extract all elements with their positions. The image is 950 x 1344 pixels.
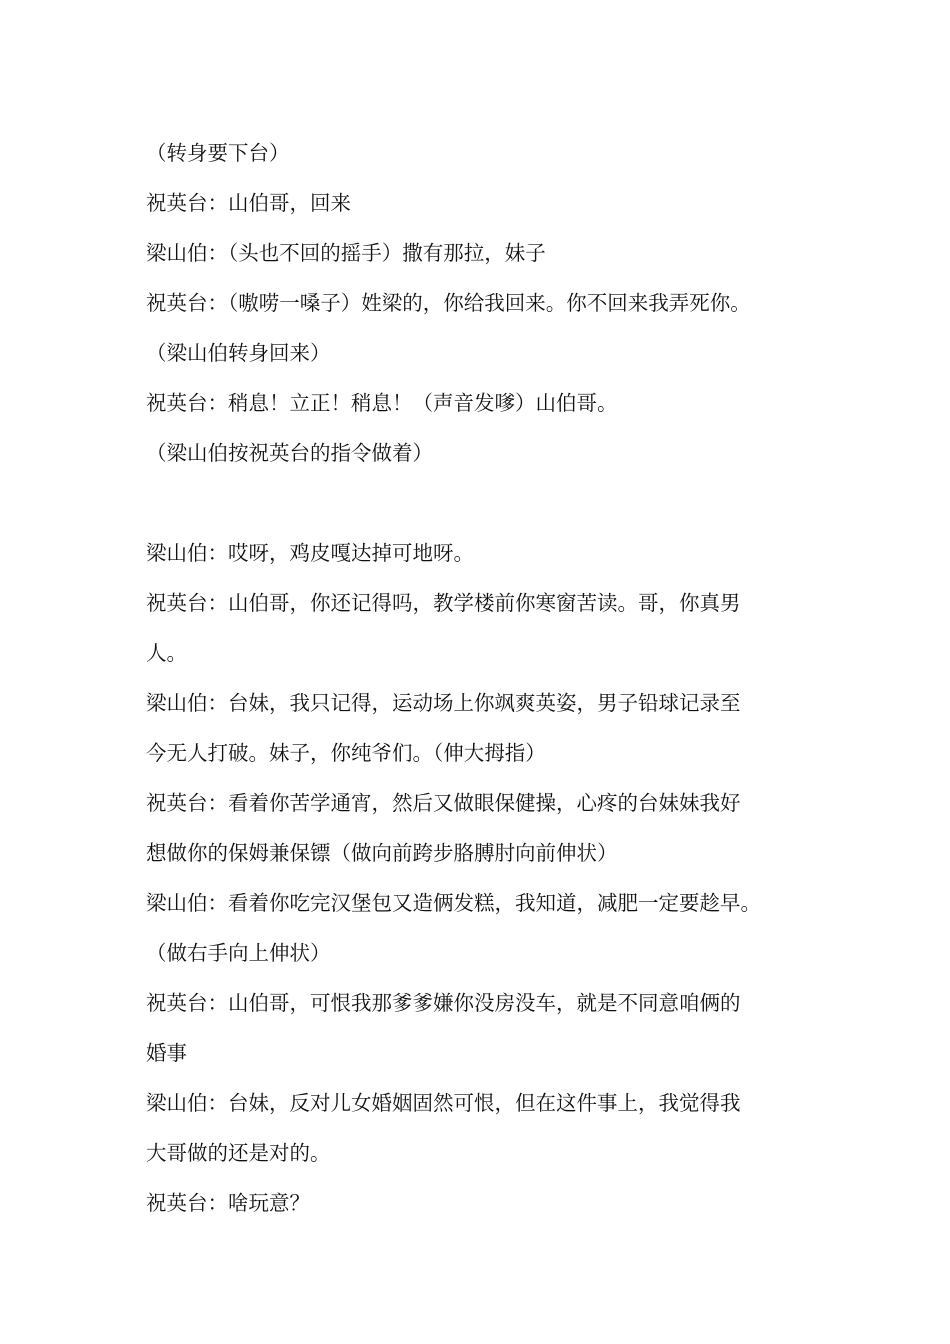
- script-body: [146, 128, 826, 1228]
- blank-line: [146, 478, 826, 528]
- stage-direction: （做右手向上伸状）: [146, 941, 331, 965]
- dialogue-line-continued: 今无人打破。妹子，你纯爷们。（伸大拇指）: [146, 741, 546, 765]
- dialogue-line: 梁山伯：台妹，反对儿女婚姻固然可恨，但在这件事上，我觉得我: [146, 1091, 741, 1115]
- stage-direction: （梁山伯转身回来）: [146, 341, 331, 365]
- dialogue-line: 祝英台：山伯哥，回来: [146, 191, 351, 215]
- dialogue-line: 梁山伯：（头也不回的摇手）撒有那拉，妹子: [146, 241, 546, 265]
- dialogue-line: 梁山伯：哎呀，鸡皮嘎达掉可地呀。: [146, 541, 474, 565]
- dialogue-line-continued: 想做你的保姆兼保镖（做向前跨步胳膊肘向前伸状）: [146, 841, 618, 865]
- dialogue-line-continued: 大哥做的还是对的。: [146, 1141, 331, 1165]
- dialogue-line-continued: 人。: [146, 641, 187, 665]
- dialogue-line: 祝英台：看着你苦学通宵，然后又做眼保健操，心疼的台妹妹我好: [146, 791, 741, 815]
- dialogue-line: 祝英台：山伯哥，可恨我那爹爹嫌你没房没车，就是不同意咱俩的: [146, 991, 741, 1015]
- dialogue-line: 祝英台：啥玩意？: [146, 1191, 310, 1215]
- dialogue-line-continued: 婚事: [146, 1041, 187, 1065]
- dialogue-line: 祝英台：稍息！立正！稍息！（声音发嗲）山伯哥。: [146, 391, 618, 415]
- dialogue-line: 祝英台：山伯哥，你还记得吗，教学楼前你寒窗苦读。哥，你真男: [146, 591, 741, 615]
- dialogue-line: 梁山伯：看着你吃完汉堡包又造俩发糕，我知道，减肥一定要趁早。: [146, 891, 761, 915]
- stage-direction: （转身要下台）: [146, 141, 290, 165]
- dialogue-line: 梁山伯：台妹，我只记得，运动场上你飒爽英姿，男子铅球记录至: [146, 691, 741, 715]
- dialogue-line: 祝英台：（嗷唠一嗓子）姓梁的，你给我回来。你不回来我弄死你。: [146, 291, 751, 315]
- stage-direction: （梁山伯按祝英台的指令做着）: [146, 441, 433, 465]
